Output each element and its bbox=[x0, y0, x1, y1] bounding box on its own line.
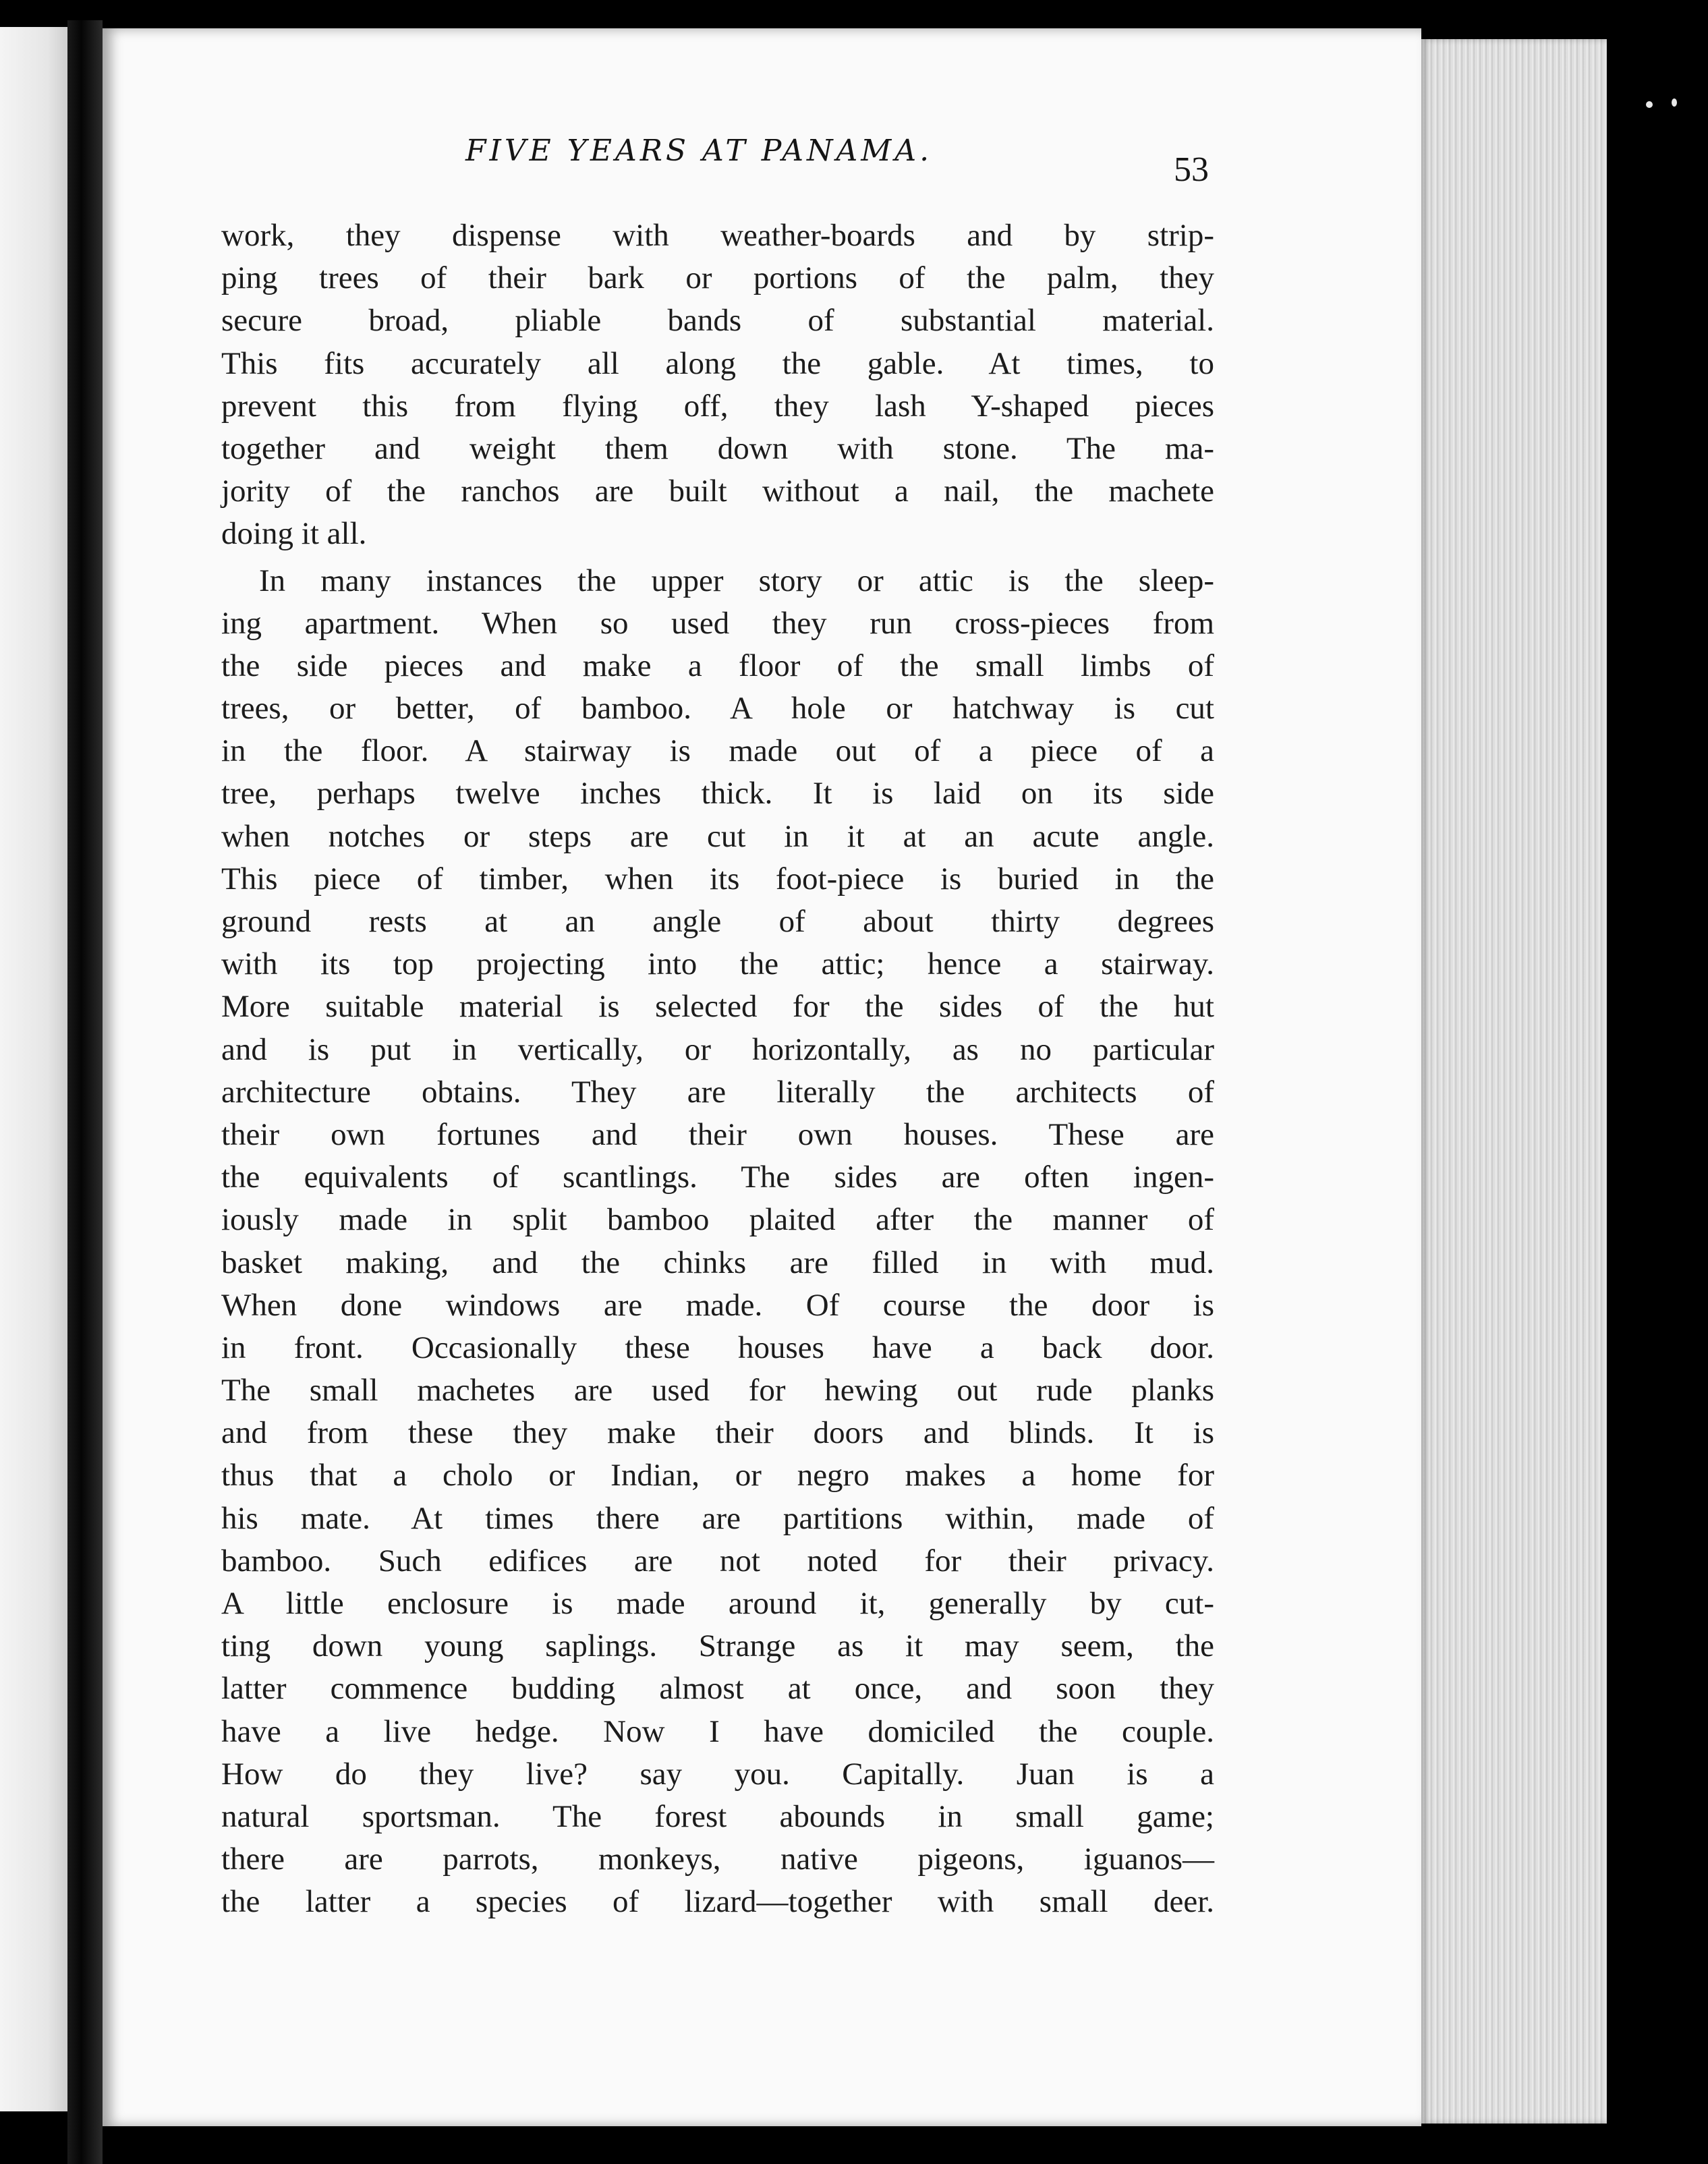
text-line: in front. Occasionally these houses have a back door. bbox=[221, 1330, 1214, 1365]
text-line: the side pieces and make a floor of the small limbs of bbox=[221, 648, 1214, 683]
text-line: the latter a species of lizard—together with small deer. bbox=[221, 1884, 1214, 1920]
text-line: work, they dispense with weather-boards and by strip- bbox=[221, 218, 1214, 253]
text-line: natural sportsman. The forest abounds in small game; bbox=[221, 1798, 1214, 1834]
page-number: 53 bbox=[1174, 150, 1209, 189]
running-head: FIVE YEARS AT PANAMA. bbox=[465, 134, 933, 168]
text-line: ground rests at an angle of about thirty degrees bbox=[221, 904, 1214, 939]
text-line: basket making, and the chinks are filled in with mud. bbox=[221, 1245, 1214, 1280]
text-line: The small machetes are used for hewing out rude planks bbox=[221, 1373, 1214, 1408]
text-line: in the floor. A stairway is made out of a piece of a bbox=[221, 733, 1214, 769]
text-line: the equivalents of scantlings. The sides are often ingen- bbox=[221, 1160, 1214, 1195]
text-line: doing it all. bbox=[221, 516, 367, 552]
text-line: This fits accurately all along the gable. At times, to bbox=[221, 345, 1214, 381]
page-stack-edges bbox=[1421, 39, 1607, 2124]
book-gutter bbox=[67, 20, 103, 2164]
text-line: jority of the ranchos are built without a nail, the machete bbox=[221, 474, 1214, 509]
text-line: trees, or better, of bamboo. A hole or hatchway is cut bbox=[221, 691, 1214, 727]
text-line: their own fortunes and their own houses. These are bbox=[221, 1116, 1214, 1152]
text-line: thus that a cholo or Indian, or negro makes a home for bbox=[221, 1458, 1214, 1493]
text-line: together and weight them down with stone. The ma- bbox=[221, 430, 1214, 466]
body-text bbox=[221, 215, 1214, 1924]
text-line: tree, perhaps twelve inches thick. It is laid on its side bbox=[221, 776, 1214, 812]
text-line: More suitable material is selected for the sides of the hut bbox=[221, 989, 1214, 1025]
facing-page-edge bbox=[0, 27, 67, 2111]
text-line: architecture obtains. They are literally the architects of bbox=[221, 1074, 1214, 1110]
text-line: his mate. At times there are partitions within, made of bbox=[221, 1500, 1214, 1536]
text-line: and from these they make their doors and blinds. It is bbox=[221, 1415, 1214, 1451]
text-line: with its top projecting into the attic; hence a stairway. bbox=[221, 946, 1214, 982]
text-line: secure broad, pliable bands of substantial material. bbox=[221, 303, 1214, 339]
text-line: ing apartment. When so used they run cross-pieces from bbox=[221, 605, 1214, 641]
text-line: latter commence budding almost at once, and soon they bbox=[221, 1671, 1214, 1707]
text-line: prevent this from flying off, they lash Y-shaped pieces bbox=[221, 388, 1214, 424]
text-line: In many instances the upper story or attic is the sleep- bbox=[259, 563, 1214, 598]
dust-speck bbox=[1646, 101, 1653, 108]
text-line: there are parrots, monkeys, native pigeons, iguanos— bbox=[221, 1842, 1214, 1877]
text-line: when notches or steps are cut in it at an acute angle. bbox=[221, 818, 1214, 854]
text-line: When done windows are made. Of course the door is bbox=[221, 1287, 1214, 1323]
text-line: ting down young saplings. Strange as it may seem, the bbox=[221, 1628, 1214, 1664]
text-line: This piece of timber, when its foot-piece is buried in the bbox=[221, 861, 1214, 896]
text-line: bamboo. Such edifices are not noted for their privacy. bbox=[221, 1543, 1214, 1578]
text-line: A little enclosure is made around it, generally by cut- bbox=[221, 1586, 1214, 1621]
dust-speck bbox=[1672, 98, 1677, 107]
text-line: ping trees of their bark or portions of the palm, they bbox=[221, 260, 1214, 296]
text-line: have a live hedge. Now I have domiciled the couple. bbox=[221, 1713, 1214, 1749]
text-line: How do they live? say you. Capitally. Juan is a bbox=[221, 1756, 1214, 1792]
text-line: iously made in split bamboo plaited after the manner of bbox=[221, 1202, 1214, 1238]
text-line: and is put in vertically, or horizontally, as no particular bbox=[221, 1031, 1214, 1067]
